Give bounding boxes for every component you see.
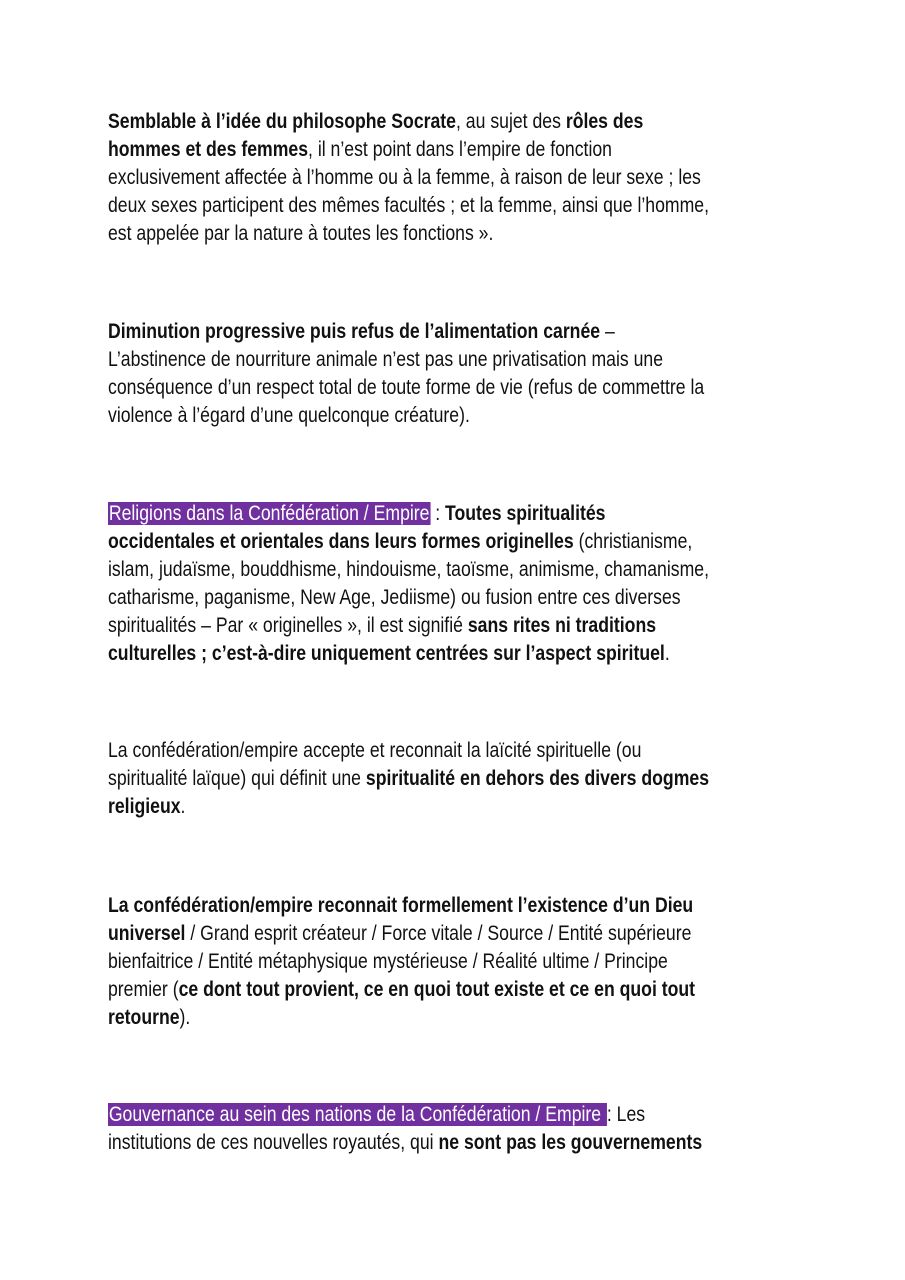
bold-text: sans rites ni traditions (467, 614, 657, 637)
text-line (108, 318, 780, 346)
bold-text: Semblable à l’idée du philosophe Socrate (108, 110, 456, 133)
text-line (108, 374, 780, 402)
text-line (108, 640, 780, 668)
text-line (108, 500, 780, 528)
bold-text: spiritualité en dehors des divers dogmes (365, 767, 710, 790)
text-line (108, 1101, 780, 1129)
body-text: exclusivement affectée à l’homme ou à la femme, à raison de leur sexe ; les (108, 166, 701, 189)
text-line (108, 164, 780, 192)
text-line (108, 584, 780, 612)
text-line (108, 1129, 780, 1157)
body-text: catharisme, paganisme, New Age, Jediisme) ou fusion entre ces diverses (108, 586, 681, 609)
bold-text: universel (108, 922, 186, 945)
text-line (108, 136, 780, 164)
body-text: est appelée par la nature à toutes les fonctions ». (108, 222, 494, 245)
bold-text: La confédération/empire reconnait formellement l’existence d’un Dieu (108, 894, 694, 917)
highlighted-heading: Gouvernance au sein des nations de la Confédération / Empire (108, 1103, 607, 1126)
paragraph-dieu (108, 892, 905, 1032)
text-line (108, 108, 780, 136)
text-line (108, 528, 780, 556)
text-line (108, 920, 780, 948)
bold-text: ne sont pas les gouvernements (438, 1131, 703, 1154)
text-line (108, 1004, 780, 1032)
text-line (108, 402, 780, 430)
body-text: – (600, 320, 615, 343)
text-line (108, 220, 780, 248)
bold-text: religieux (108, 795, 181, 818)
body-text: deux sexes participent des mêmes facultés ; et la femme, ainsi que l’homme, (108, 194, 710, 217)
bold-text: ce dont tout provient, ce en quoi tout existe et ce en quoi tout (178, 978, 696, 1001)
bold-text: culturelles ; c’est-à-dire uniquement centrées sur l’aspect spirituel (108, 642, 665, 665)
paragraph-gouvernance (108, 1101, 905, 1157)
bold-text: Toutes spiritualités (445, 502, 606, 525)
body-text: institutions de ces nouvelles royautés, qui (108, 1131, 439, 1154)
paragraph-religions (108, 500, 905, 668)
body-text: , au sujet des (455, 110, 566, 133)
text-line (108, 793, 780, 821)
body-text: conséquence d’un respect total de toute forme de vie (refus de commettre la (108, 376, 705, 399)
body-text: premier ( (108, 978, 179, 1001)
paragraph-alimentation (108, 318, 905, 430)
body-text: bienfaitrice / Entité métaphysique mystérieuse / Réalité ultime / Principe (108, 950, 668, 973)
body-text: , il n’est point dans l’empire de fonction (308, 138, 612, 161)
body-text: : (430, 502, 446, 525)
body-text: / Grand esprit créateur / Force vitale / Source / Entité supérieure (185, 922, 692, 945)
body-text: (christianisme, (573, 530, 693, 553)
paragraph-laicite (108, 737, 905, 821)
bold-text: Diminution progressive puis refus de l’alimentation carnée (108, 320, 601, 343)
body-text: ). (179, 1006, 191, 1029)
body-text: violence à l’égard d’une quelconque créature). (108, 404, 470, 427)
bold-text: hommes et des femmes (108, 138, 309, 161)
bold-text: occidentales et orientales dans leurs formes originelles (108, 530, 574, 553)
text-line (108, 612, 780, 640)
text-line (108, 556, 780, 584)
paragraph-roles (108, 108, 905, 248)
body-text: . (180, 795, 186, 818)
highlighted-heading: Religions dans la Confédération / Empire (108, 502, 430, 525)
text-line (108, 892, 780, 920)
text-line (108, 346, 780, 374)
bold-text: retourne (108, 1006, 180, 1029)
body-text: spiritualités – Par « originelles », il est signifié (108, 614, 468, 637)
text-line (108, 948, 780, 976)
text-line (108, 765, 780, 793)
text-line (108, 192, 780, 220)
body-text: islam, judaïsme, bouddhisme, hindouisme, taoïsme, animisme, chamanisme, (108, 558, 710, 581)
text-line (108, 976, 780, 1004)
body-text: : Les (606, 1103, 646, 1126)
body-text: L’abstinence de nourriture animale n’est pas une privatisation mais une (108, 348, 664, 371)
text-line (108, 737, 780, 765)
body-text: spiritualité laïque) qui définit une (108, 767, 366, 790)
bold-text: rôles des (565, 110, 644, 133)
body-text: La confédération/empire accepte et reconnait la laïcité spirituelle (ou (108, 739, 642, 762)
body-text: . (664, 642, 670, 665)
